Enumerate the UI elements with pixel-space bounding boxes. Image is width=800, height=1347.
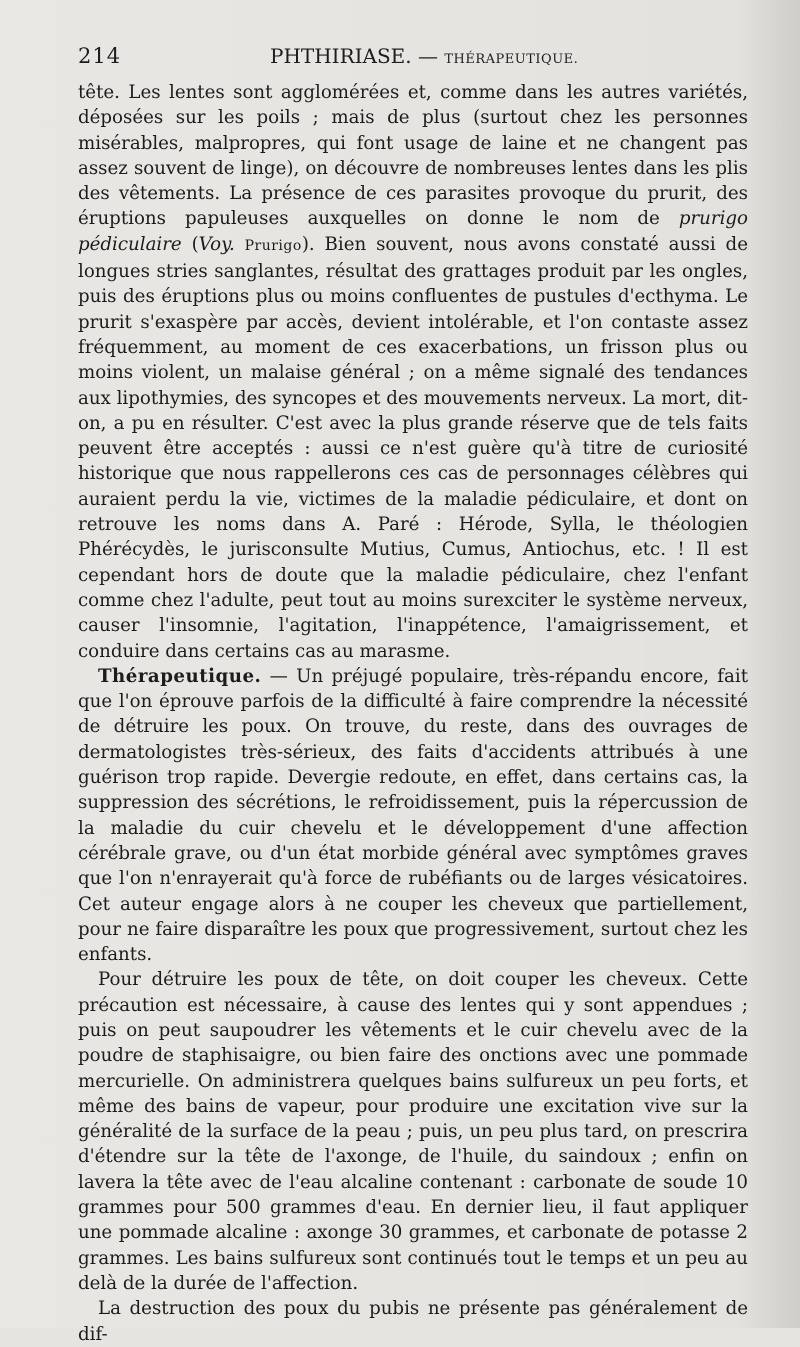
- paragraph-1-text-b: (: [181, 233, 199, 255]
- running-title: [270, 44, 578, 68]
- running-title-sub: THÉRAPEUTIQUE.: [444, 52, 579, 67]
- paragraph-1-italic-voy: Voy.: [198, 233, 235, 255]
- section-heading: Thérapeutique.: [98, 665, 262, 687]
- paragraph-1: [78, 80, 748, 664]
- paragraph-1-italic-term: prurigo pédiculaire: [78, 208, 748, 255]
- paragraph-1-text-c: [235, 234, 245, 255]
- paragraph-4: La destruction des poux du pubis ne présente pas généralement de dif-: [78, 1298, 748, 1345]
- page-body: [78, 80, 748, 1347]
- page-header: [78, 44, 750, 74]
- paragraph-2: [78, 664, 748, 968]
- page-number: 214: [78, 44, 122, 68]
- paragraph-2-text: — Un préjugé populaire, très-répandu encore, fait que l'on éprouve parfois de la difficulté à faire comprendre la nécessité de détruire les poux. On trouve, du reste, dans des ouvrages de dermatologistes très-sérieux, des faits d'accidents attribués à une guérison trop rapide. Devergie redoute, en effet, dans certains cas, la suppression des sécrétions, le refroidissement, puis la répercussion de la maladie du cuir chevelu et le développement d'une affection cérébrale grave, ou d'un état morbide général avec symptômes graves que l'on n'enrayerait qu'à force de rubéfiants ou de larges vésicatoires. Cet auteur engage alors à ne couper les cheveux que partiellement, pour ne faire disparaître les poux que progressivement, surtout chez les enfants.: [78, 665, 748, 966]
- paragraph-1-smallcaps-ref: Prurigo: [244, 237, 302, 254]
- running-title-main: PHTHIRIASE.: [270, 44, 412, 68]
- paragraph-3: Pour détruire les poux de tête, on doit couper les cheveux. Cette précaution est nécessaire, à cause des lentes qui y sont appendues ; puis on peut saupoudrer les vêtements et le cuir chevelu avec de la poudre de staphisaigre, ou bien faire des onctions avec une pommade mercurielle. On administrera quelques bains sulfureux un peu forts, et même des bains de vapeur, pour produire une excitation vive sur la généralité de la surface de la peau ; puis, un peu plus tard, on prescrira d'étendre sur la tête de l'axonge, de l'huile, du saindoux ; enfin on lavera la tête avec de l'eau alcaline contenant : carbonate de soude 10 grammes pour 500 grammes d'eau. En dernier lieu, il faut appliquer une pommade alcaline : axonge 30 grammes, et carbonate de potasse 2 grammes. Les bains sulfureux sont continués tout le temps et un peu au delà de la durée de l'affection.: [78, 969, 748, 1294]
- running-title-dash: —: [411, 44, 445, 68]
- paragraph-1-text-a: tête. Les lentes sont agglomérées et, comme dans les autres variétés, déposées sur les poils ; mais de plus (surtout chez les personnes misérables, malpropres, qui font usage de laine et ne changent pas assez souvent de linge), on découvre de nombreuses lentes dans les plis des vêtements. La présence de ces parasites provoque du prurit, des éruptions papuleuses auxquelles on donne le nom de: [78, 82, 748, 230]
- paragraph-1-text-d: ). Bien souvent, nous avons constaté aussi de longues stries sanglantes, résultat des grattages produit par les ongles, puis des éruptions plus ou moins confluentes de pustules d'ecthyma. Le prurit s'exaspère par accès, devient intolérable, et l'on contaste assez fréquemment, au moment de ces exacerbations, un frisson plus ou moins violent, un malaise général ; on a même signalé des tendances aux lipothymies, des syncopes et des mouvements nerveux. La mort, dit-on, a pu en résulter. C'est avec la plus grande réserve que de tels faits peuvent être acceptés : aussi ce n'est guère qu'à titre de curiosité historique que nous rappellerons ces cas de personnages célèbres qui auraient perdu la vie, victimes de la maladie pédiculaire, et dont on retrouve les noms dans A. Paré : Hérode, Sylla, le théologien Phérécydès, le jurisconsulte Mutius, Cumus, Antiochus, etc. ! Il est cependant hors de doute que la maladie pédiculaire, chez l'enfant comme chez l'adulte, peut tout au moins surexciter le système nerveux, causer l'insomnie, l'agitation, l'inappétence, l'amaigrissement, et conduire dans certains cas au marasme.: [78, 233, 748, 662]
